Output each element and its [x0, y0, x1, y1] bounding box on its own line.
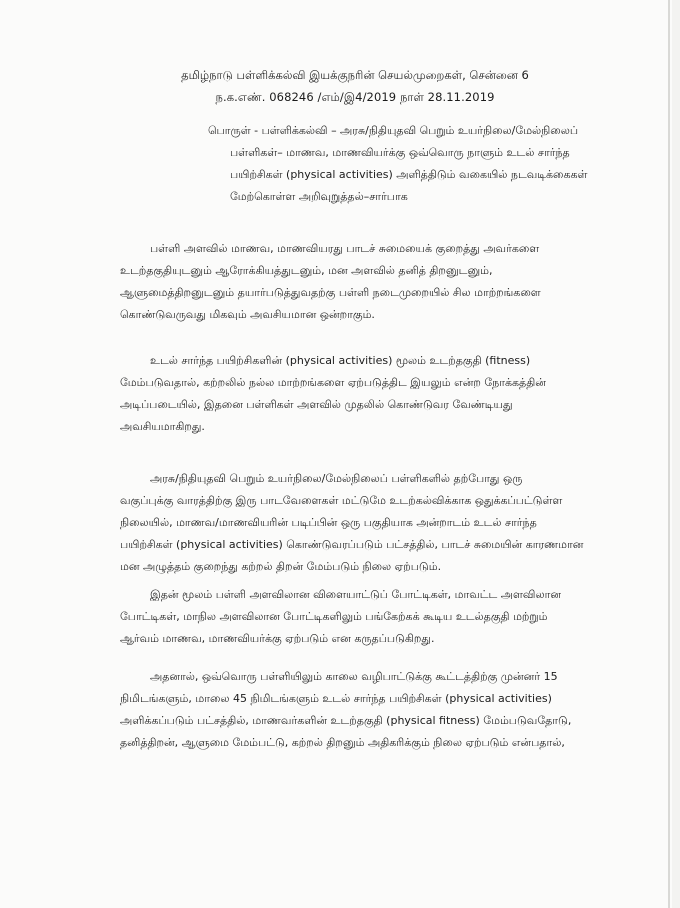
page-edge — [668, 0, 670, 908]
paragraph-line: நிமிடங்களும், மாலை 45 நிமிடங்களும் உடல் சார்ந்த பயிற்சிகள் (physical activities) — [120, 692, 552, 705]
subject-line: பயிற்சிகள் (physical activities) அளித்திடும் வகையில் நடவடிக்கைகள் — [230, 168, 588, 181]
paragraph-line: கொண்டுவருவது மிகவும் அவசியமான ஒன்றாகும். — [120, 308, 375, 321]
paragraph-line: தனித்திறன், ஆளுமை மேம்பட்டு, கற்றல் திறனும் அதிகரிக்கும் நிலை ஏற்படும் என்பதால், — [120, 736, 565, 749]
subject-line: பொருள் - பள்ளிக்கல்வி – அரசு/நிதியுதவி பெறும் உயர்நிலை/மேல்நிலைப் — [208, 124, 579, 137]
subject-block — [208, 120, 628, 208]
subject-line: பள்ளிகள்– மாணவ, மாணவியர்க்கு ஒவ்வொரு நாளும் உடல் சார்ந்த — [230, 146, 570, 159]
paragraph-line: வகுப்புக்கு வாரத்திற்கு இரு பாடவேளைகள் மட்டுமே உடற்கல்விக்காக ஒதுக்கப்பட்டுள்ள — [120, 494, 563, 507]
paragraph-line: பயிற்சிகள் (physical activities) கொண்டுவரப்படும் பட்சத்தில், பாடச் சுமையின் காரணமான — [120, 538, 584, 551]
paragraph-line: இதன் மூலம் பள்ளி அளவிலான விளையாட்டுப் போட்டிகள், மாவட்ட அளவிலான — [150, 588, 561, 601]
paragraph — [120, 584, 598, 650]
paragraph-line: அவசியமாகிறது. — [120, 420, 205, 433]
subject-line: மேற்கொள்ள அறிவுறுத்தல்–சார்பாக — [230, 190, 408, 203]
paragraph-line: போட்டிகள், மாநில அளவிலான போட்டிகளிலும் பங்கேற்கக் கூடிய உடல்தகுதி மற்றும் — [120, 610, 548, 623]
paragraph-line: உடற்தகுதியுடனும் ஆரோக்கியத்துடனும், மன அளவில் தனித் திறனுடனும், — [120, 264, 493, 277]
paragraph-line: ஆர்வம் மாணவ, மாணவியர்க்கு ஏற்படும் என கருதப்படுகிறது. — [120, 632, 435, 645]
paragraph-line: ஆளுமைத்திறனுடனும் தயார்படுத்துவதற்கு பள்ளி நடைமுறையில் சில மாற்றங்களை — [120, 286, 541, 299]
header-office-line: தமிழ்நாடு பள்ளிக்கல்வி இயக்குநரின் செயல்முறைகள், சென்னை 6 — [181, 68, 529, 82]
paragraph — [120, 468, 598, 578]
paragraph-line: மேம்படுவதால், கற்றலில் நல்ல மாற்றங்களை ஏற்படுத்திட இயலும் என்ற நோக்கத்தின் — [120, 376, 546, 389]
paragraph-line: பள்ளி அளவில் மாணவ, மாணவியரது பாடச் சுமையைக் குறைத்து அவர்களை — [150, 242, 540, 255]
document-header — [120, 64, 590, 108]
paragraph-line: அடிப்படையில், இதனை பள்ளிகள் அளவில் முதலில் கொண்டுவர வேண்டியது — [120, 398, 513, 411]
paragraph-line: நிலையில், மாணவ/மாணவியரின் படிப்பின் ஒரு பகுதியாக அன்றாடம் உடல் சார்ந்த — [120, 516, 537, 529]
paragraph — [120, 666, 598, 754]
paragraph — [120, 238, 598, 326]
paragraph-line: அளிக்கப்படும் பட்சத்தில், மாணவர்களின் உடற்தகுதி (physical fitness) மேம்படுவதோடு, — [120, 714, 572, 727]
paragraph-line: உடல் சார்ந்த பயிற்சிகளின் (physical activities) மூலம் உடற்தகுதி (fitness) — [150, 354, 531, 367]
paragraph — [120, 350, 598, 438]
header-reference-line: ந.க.எண். 068246 /எம்/இ4/2019 நாள் 28.11.2019 — [215, 90, 495, 104]
paragraph-line: மன அழுத்தம் குறைந்து கற்றல் திறன் மேம்படும் நிலை ஏற்படும். — [120, 560, 442, 573]
paragraph-line: அரசு/நிதியுதவி பெறும் உயர்நிலை/மேல்நிலைப் பள்ளிகளில் தற்போது ஒரு — [150, 472, 523, 485]
paragraph-line: அதனால், ஒவ்வொரு பள்ளியிலும் காலை வழிபாட்டுக்கு கூட்டத்திற்கு முன்னர் 15 — [150, 670, 558, 683]
